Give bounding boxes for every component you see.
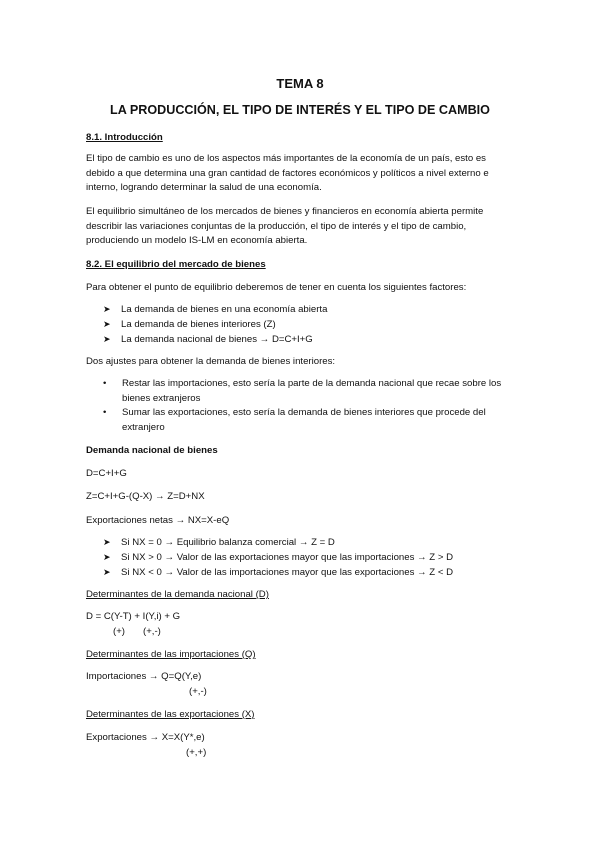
- list-item: [103, 565, 453, 581]
- sign-importaciones: (+,-): [189, 686, 207, 697]
- sign-exportaciones: (+,+): [186, 747, 207, 758]
- equation-determinantes-nacional: D = C(Y-T) + I(Y,i) + G: [86, 611, 181, 622]
- list-item-text: Sumar las exportaciones, esto sería la demanda de bienes interiores que procede del extranjero: [122, 407, 486, 433]
- list-item: [103, 302, 327, 318]
- arrow-bullet-icon: ➤: [103, 537, 111, 547]
- list-item-text: Restar las importaciones, esto sería la parte de la demanda nacional que recae sobre los bienes extranjeros: [122, 378, 502, 404]
- determinantes-nacional-heading: Determinantes de la demanda nacional (D): [86, 589, 269, 600]
- list-item: [103, 317, 276, 333]
- arrow-bullet-icon: ➤: [103, 552, 111, 562]
- dot-bullet-icon: •: [103, 407, 107, 418]
- page-subtitle: LA PRODUCCIÓN, EL TIPO DE INTERÉS Y EL TIPO DE CAMBIO: [110, 103, 490, 117]
- list-item-text: La demanda de bienes interiores (Z): [121, 319, 276, 330]
- list-item: [103, 550, 453, 566]
- list-item: [103, 535, 335, 551]
- determinantes-exportaciones-heading: Determinantes de las exportaciones (X): [86, 709, 255, 720]
- list-item: [103, 377, 513, 406]
- arrow-bullet-icon: ➤: [103, 567, 111, 577]
- sign-inversion: (+,-): [143, 626, 161, 637]
- section-heading-equilibrio-bienes: 8.2. El equilibrio del mercado de bienes: [86, 259, 266, 270]
- list-item-text: Si NX > 0 → Valor de las exportaciones mayor que las importaciones → Z > D: [121, 552, 454, 563]
- page-title: TEMA 8: [276, 76, 324, 91]
- paragraph-tipo-de-cambio: El tipo de cambio es uno de los aspectos más importantes de la economía de un país, esto es debido a que determina una gran cantidad de factores económicos y políticos a nivel externo e interno, logrando determinar la salud de una economía.: [86, 153, 489, 193]
- list-item: [103, 332, 313, 348]
- list-item-text: Si NX = 0 → Equilibrio balanza comercial → Z = D: [121, 537, 335, 548]
- list-item-text: La demanda de bienes en una economía abierta: [121, 304, 328, 315]
- equation-z: Z=C+I+G-(Q-X) → Z=D+NX: [86, 491, 205, 502]
- demanda-nacional-heading: Demanda nacional de bienes: [86, 445, 218, 456]
- equation-net-exports: Exportaciones netas → NX=X-eQ: [86, 515, 230, 526]
- arrow-bullet-icon: ➤: [103, 304, 111, 314]
- list-item-text: Si NX < 0 → Valor de las importaciones mayor que las exportaciones → Z < D: [121, 567, 454, 578]
- list-item-text: La demanda nacional de bienes → D=C+I+G: [121, 334, 313, 345]
- sign-consumo: (+): [113, 626, 125, 637]
- section-heading-introduccion: 8.1. Introducción: [86, 132, 163, 143]
- arrow-bullet-icon: ➤: [103, 334, 111, 344]
- equation-demand: D=C+I+G: [86, 468, 127, 479]
- determinantes-importaciones-heading: Determinantes de las importaciones (Q): [86, 649, 256, 660]
- equation-exportaciones: Exportaciones → X=X(Y*,e): [86, 732, 205, 743]
- factors-intro: Para obtener el punto de equilibrio deberemos de tener en cuenta los siguientes factores:: [86, 282, 467, 293]
- arrow-bullet-icon: ➤: [103, 319, 111, 329]
- dot-bullet-icon: •: [103, 378, 107, 389]
- ajustes-intro: Dos ajustes para obtener la demanda de bienes interiores:: [86, 356, 336, 367]
- paragraph-equilibrio-simultaneo: El equilibrio simultáneo de los mercados de bienes y financieros en economía abierta permite describir las variaciones conjuntas de la producción, el tipo de interés y el tipo de cambio, produciendo un modelo IS-LM en economía abierta.: [86, 206, 484, 246]
- equation-importaciones: Importaciones → Q=Q(Y,e): [86, 671, 202, 682]
- list-item: [103, 406, 513, 435]
